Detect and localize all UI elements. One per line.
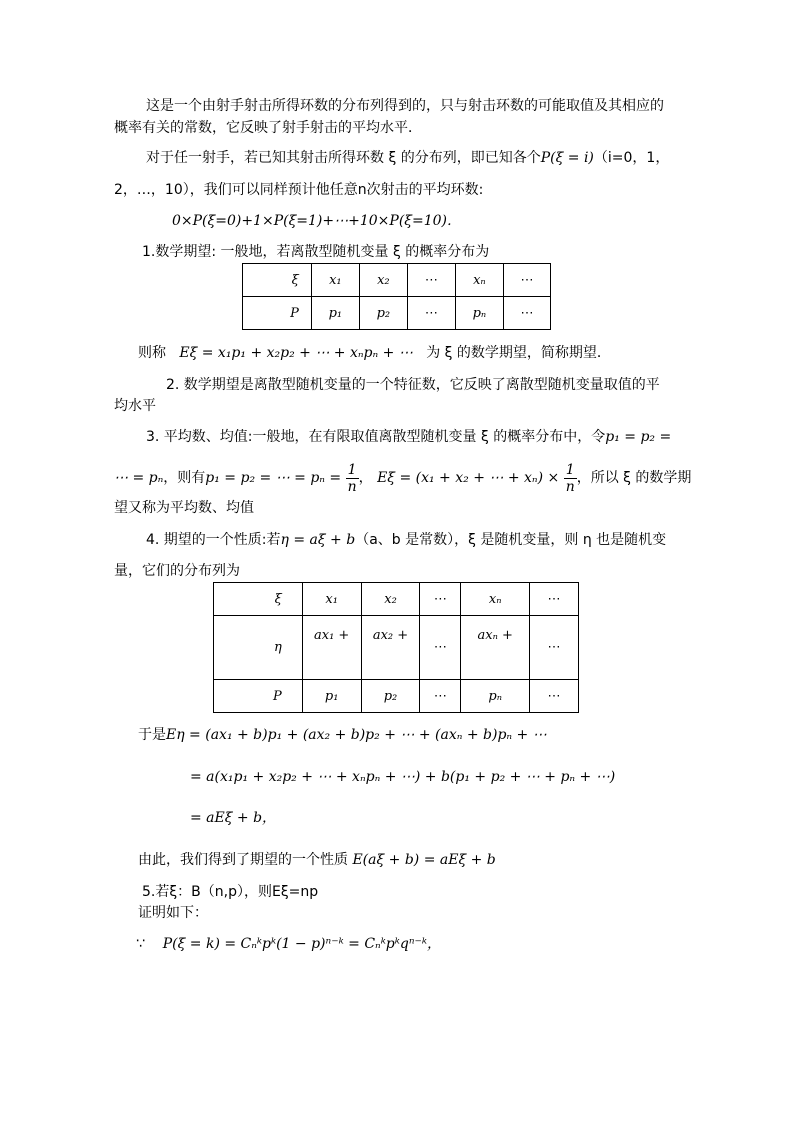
table-cell: ax₁ + <box>302 616 361 680</box>
derivation-line: = a(x₁p₁ + x₂p₂ + ⋯ + xₙpₙ + ⋯) + b(p₁ + p₂ + ⋯ + pₙ + ⋯) <box>190 769 616 785</box>
math-expression: E(aξ + b) = aEξ + b <box>352 852 496 868</box>
table-cell: xₙ <box>461 583 530 616</box>
math-expression: Eξ = x₁p₁ + x₂p₂ + ⋯ + xₙpₙ + ⋯ <box>179 345 413 361</box>
distribution-table <box>242 263 551 330</box>
table-cell: η <box>214 616 303 680</box>
table-cell: pₙ <box>455 297 503 330</box>
distribution-table-eta <box>213 582 579 713</box>
math-expression: p₁ = p₂ = ⋯ = pₙ = <box>205 470 342 486</box>
text: 则称 <box>138 345 166 361</box>
text: 4. 期望的一个性质:若 <box>146 532 281 548</box>
table-cell: ⋯ <box>503 297 550 330</box>
paragraph-line <box>138 343 611 363</box>
table-cell: p₁ <box>311 297 359 330</box>
fraction-denominator: n <box>347 478 357 495</box>
section-title: 1.数学期望: 一般地，若离散型随机变量 ξ 的概率分布为 <box>142 244 490 260</box>
math-expression: Eη = (ax₁ + b)p₁ + (ax₂ + b)p₂ + ⋯ + (axₙ + b)pₙ + ⋯ <box>166 727 547 743</box>
table-cell: ⋯ <box>420 583 461 616</box>
paragraph-line <box>114 458 691 498</box>
because-symbol: ∵ <box>136 936 145 952</box>
table-cell: p₂ <box>359 297 407 330</box>
table-cell: P <box>214 680 303 713</box>
math-expression: η = aξ + b <box>280 532 356 548</box>
table-cell: x₂ <box>361 583 420 616</box>
paragraph-line <box>146 148 669 168</box>
table-cell: ⋯ <box>503 264 550 297</box>
paragraph-line: 证明如下： <box>138 905 208 921</box>
table-cell: ⋯ <box>420 680 461 713</box>
text: ，所以 ξ 的数学期 <box>576 470 692 486</box>
math-expression: ⋯ = pₙ <box>114 470 164 486</box>
table-cell: P <box>243 297 312 330</box>
table-cell: p₁ <box>302 680 361 713</box>
table-cell: ⋯ <box>530 583 579 616</box>
table-cell: ξ <box>214 583 303 616</box>
fraction-numerator: 1 <box>564 462 577 479</box>
math-expression: p₁ = p₂ = <box>605 429 672 445</box>
table-cell: ξ <box>243 264 312 297</box>
paragraph-line: 概率有关的常数，它反映了射手射击的平均水平． <box>114 120 422 136</box>
math-expression: P(ξ = i) <box>540 150 594 166</box>
paragraph-line: 这是一个由射手射击所得环数的分布列得到的，只与射击环数的可能取值及其相应的 <box>146 98 664 114</box>
text: （i=0，1， <box>593 150 670 166</box>
paragraph-line: 2，…，10），我们可以同样预计他任意n次射击的平均环数: <box>114 182 484 198</box>
table-cell: ⋯ <box>407 264 455 297</box>
table-cell: xₙ <box>455 264 503 297</box>
math-expression: P(ξ = k) = Cₙᵏpᵏ(1 − p)ⁿ⁻ᵏ = Cₙᵏpᵏqⁿ⁻ᵏ， <box>162 936 442 952</box>
text: 为 ξ 的数学期望，简称期望． <box>426 345 611 361</box>
table-cell: p₂ <box>361 680 420 713</box>
table-cell: x₁ <box>311 264 359 297</box>
paragraph-line: 望又称为平均数、均值 <box>114 500 254 516</box>
text: ，则有 <box>163 470 206 486</box>
proof-line <box>136 934 441 954</box>
text: （a、b 是常数），ξ 是随机变量，则 η 也是随机变 <box>355 532 667 548</box>
fraction-denominator: n <box>565 478 575 495</box>
table-cell: x₂ <box>359 264 407 297</box>
text: 于是 <box>138 727 166 743</box>
table-cell: ax₂ + <box>361 616 420 680</box>
derivation-line: = aEξ + b， <box>190 810 277 826</box>
section-title: 5.若ξ：B（n,p），则Eξ=np <box>142 884 319 900</box>
fraction <box>346 462 359 495</box>
paragraph-line <box>138 850 496 870</box>
text: 对于任一射手，若已知其射击所得环数 ξ 的分布列，即已知各个 <box>146 150 541 166</box>
fraction <box>564 462 577 495</box>
table-cell: pₙ <box>461 680 530 713</box>
paragraph-line: 量，它们的分布列为 <box>114 563 240 579</box>
table-cell: ⋯ <box>420 616 461 680</box>
paragraph-line: 2. 数学期望是离散型随机变量的一个特征数，它反映了离散型随机变量取值的平 <box>166 377 660 393</box>
table-cell: x₁ <box>302 583 361 616</box>
table-cell: ⋯ <box>530 616 579 680</box>
formula: 0×P(ξ=0)+1×P(ξ=1)+⋯+10×P(ξ=10)． <box>172 213 461 229</box>
text: 3. 平均数、均值:一般地，在有限取值离散型随机变量 ξ 的概率分布中，令 <box>146 429 606 445</box>
paragraph-line <box>146 530 666 550</box>
math-expression: Eξ = (x₁ + x₂ + ⋯ + xₙ) × <box>377 470 560 486</box>
table-cell: ⋯ <box>530 680 579 713</box>
table-cell: ⋯ <box>407 297 455 330</box>
text: ， <box>358 470 373 486</box>
paragraph-line <box>146 427 671 447</box>
paragraph-line: 均水平 <box>114 398 156 414</box>
derivation-line <box>138 725 547 745</box>
table-cell: axₙ + <box>461 616 530 680</box>
fraction-numerator: 1 <box>346 462 359 479</box>
text: 由此，我们得到了期望的一个性质 <box>138 852 348 868</box>
